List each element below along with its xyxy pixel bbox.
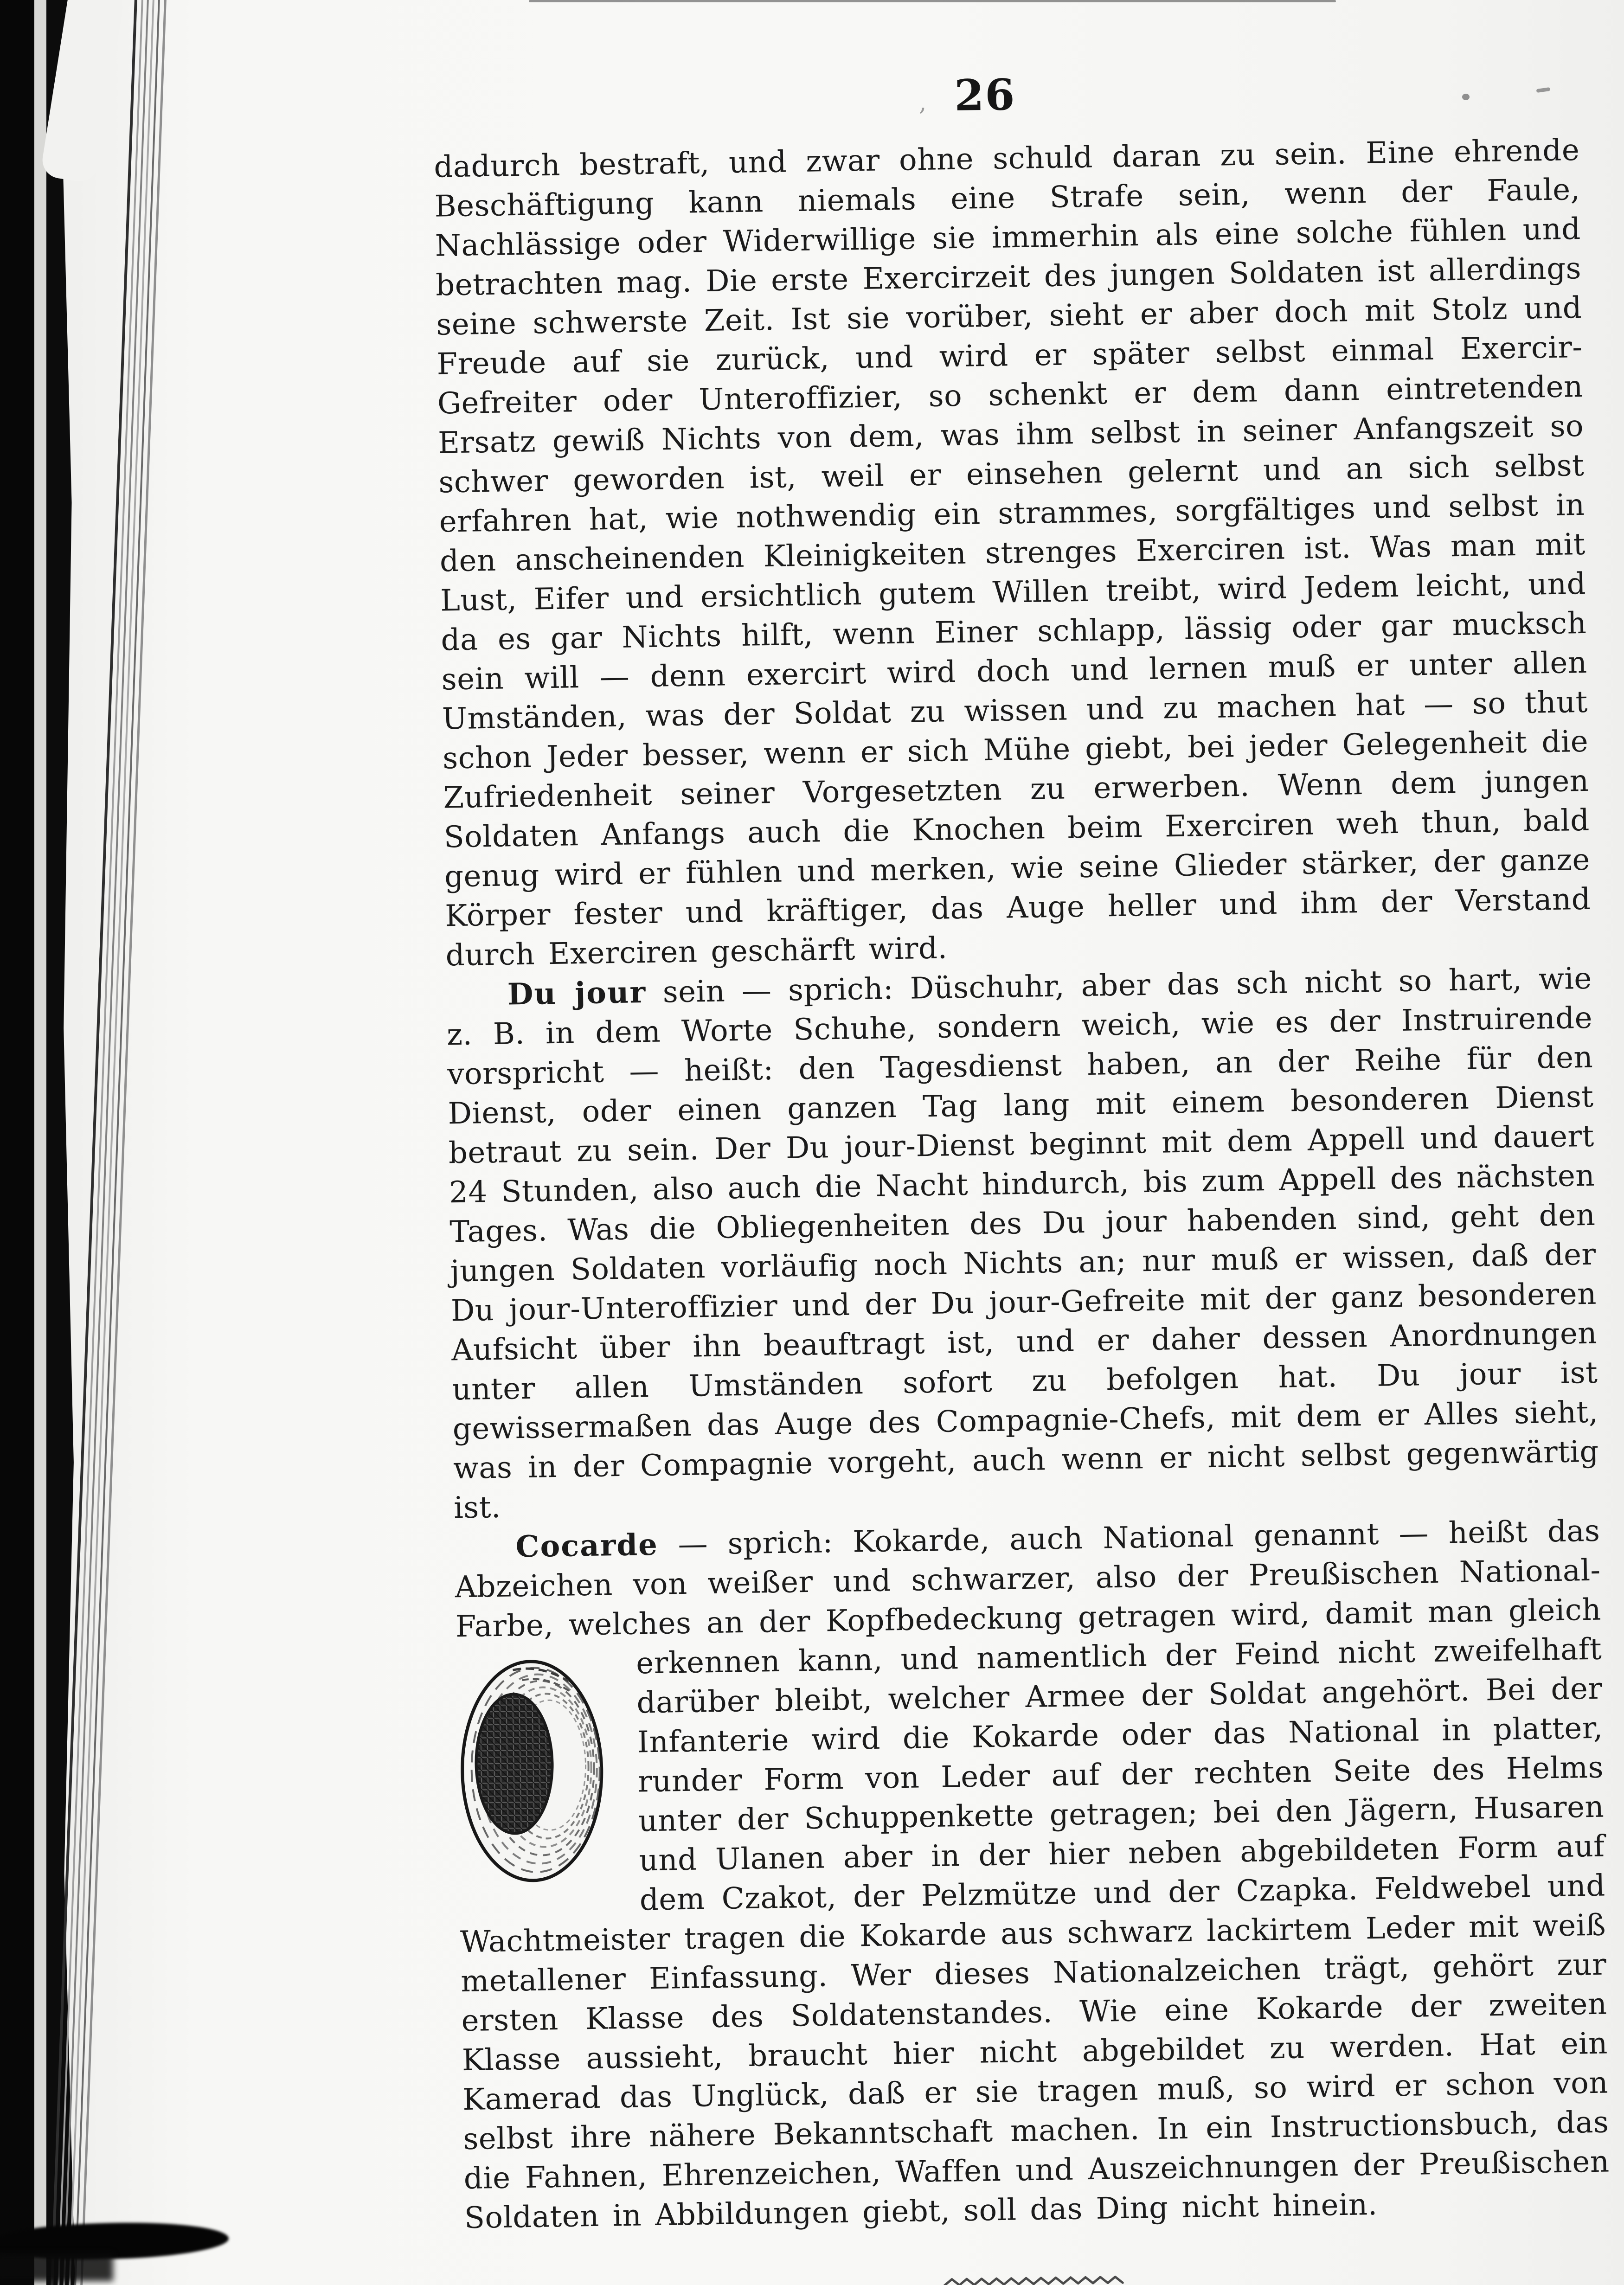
page-edge-line (72, 0, 161, 2285)
page-edge-highlight (34, 0, 47, 2285)
squiggle-divider (941, 2272, 1136, 2285)
book-gutter-shadow (0, 0, 34, 2285)
ink-speck: , (918, 88, 927, 117)
cocarde-illustration (457, 1655, 613, 1889)
term-cocarde: Cocarde (515, 1527, 659, 1565)
scan-ink-smudge (0, 2253, 113, 2281)
term-du-jour: Du jour (507, 975, 647, 1012)
paragraph-du-jour-text: sein — sprich: Düschuhr, aber das sch nicht so hart, wie z. B. in dem Worte Schuhe, sondern weich, wie es der Instruirende vorspricht — heißt: den Tagesdienst haben, an der Reihe für den Dienst, oder einen ganzen Tag lang mit einem besonderen Dienst betraut zu sein. Der Du jour-Dienst beginnt mit dem Appell und dauert 24 Stunden, also auch die Nacht hindurch, bis zum Appell des nächsten Tages. Was die Obliegenheiten des Du jour habenden sind, geht den jungen Soldaten vorläufig noch Nichts an; nur muß er wissen, daß der Du jour-Unteroffizier und der Du jour-Gefreite mit der ganz besonderen Aufsicht über ihn beauftragt ist, und er daher dessen Anordnungen unter allen Umständen sofort zu befolgen hat. Du jour ist gewissermaßen das Auge des Compagnie-Chefs, mit dem er Alles sieht, was in der Compagnie vorgeht, auch wenn er nicht selbst gegenwärtig ist. (446, 961, 1599, 1526)
paragraph-du-jour (446, 959, 1599, 1528)
paragraph-exerciren: dadurch bestraft, und zwar ohne schuld daran zu sein. Eine ehrende Beschäftigung kann niemals eine Strafe sein, wenn der Faule, Nachlässige oder Widerwillige sie immerhin als eine solche fühlen und betrachten mag. Die erste Exercirzeit des jungen Soldaten ist allerdings seine schwerste Zeit. Ist sie vorüber, sieht er aber doch mit Stolz und Freude auf sie zurück, und wird er später selbst einmal Exercir-Gefreiter oder Unteroffizier, so schenkt er dem dann eintretenden Ersatz gewiß Nichts von dem, was ihm selbst in seiner Anfangszeit so schwer geworden ist, weil er einsehen gelernt und an sich selbst erfahren hat, wie nothwendig ein strammes, sorgfältiges und selbst in den anscheinenden Kleinigkeiten strenges Exerciren ist. Was man mit Lust, Eifer und ersichtlich gutem Willen treibt, wird Jedem leicht, und da es gar Nichts hilft, wenn Einer schlapp, lässig oder gar mucksch sein will — denn exercirt wird doch und lernen muß er unter allen Umständen, was der Soldat zu wissen und zu machen hat — so thut schon Jeder besser, wenn er sich Mühe giebt, bei jeder Gelegenheit die Zufriedenheit seiner Vorgesetzten zu erwerben. Wenn dem jungen Soldaten Anfangs auch die Knochen beim Exerciren weh thun, bald genug wird er fühlen und merken, wie seine Glieder stärker, der ganze Körper fester und kräftiger, das Auge heller und ihm der Verstand durch Exerciren geschärft wird. (433, 133, 1591, 973)
paragraph-cocarde (454, 1511, 1610, 2238)
cocarde-drawing-icon (457, 1655, 613, 1889)
page-content (433, 61, 1618, 2285)
page-number: 26 (954, 70, 1016, 121)
page-edge-line (56, 0, 144, 2285)
zigzag-rule-icon (941, 2272, 1136, 2285)
page-edge-line (67, 0, 155, 2285)
paragraph-cocarde-text-before: — sprich: Kokarde, auch National genannt — heißt das Abzeichen von weißer und schwarzer, also der Preußischen National-Farbe, welches an der Kopfbedeckung getragen wird, damit man gleich erkennen kann, und namentlich (455, 1514, 1602, 1681)
page-edge-line (61, 0, 150, 2285)
paragraph-cocarde-text-after: der Feind nicht zweifelhaft darüber bleibt, welcher Armee der Soldat angehört. Bei der Infanterie wird die Kokarde oder das National in platter, runder Form von Leder auf der rechten Seite des Helms unter der Schuppenkette getragen; bei den Jägern, Husaren und Ulanen aber in der hier neben abgebildeten Form auf dem Czakot, der Pelzmütze und der Czapka. Feldwebel und Wachtmeister tragen die Kokarde aus schwarz lackirtem Leder mit weiß metallener Einfassung. Wer dieses Nationalzeichen trägt, gehört zur ersten Klasse des Soldatenstandes. Wie eine Kokarde der zweiten Klasse aussieht, braucht hier nicht abgebildet zu werden. Hat ein Kamerad das Unglück, daß er sie tragen muß, so wird er schon von selbst ihre nähere Bekanntschaft machen. In ein Instructionsbuch, das die Fahnen, Ehrenzeichen, Waffen und Auszeichnungen der Preußischen Soldaten in Abbildungen giebt, soll das Ding nicht hinein. (460, 1632, 1610, 2236)
scan-top-edge-line (529, 0, 1336, 2)
